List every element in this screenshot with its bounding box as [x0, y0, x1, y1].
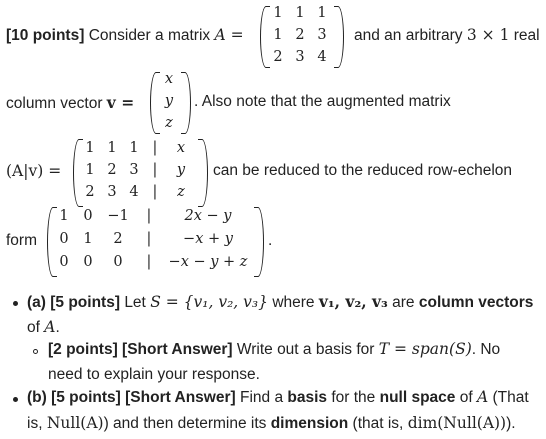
- null-space-term: null space: [379, 389, 456, 406]
- intro-text-5: . Also note that the augmented matrix: [194, 93, 451, 110]
- matrix-cell: 1: [85, 162, 95, 178]
- matrix-cell: 3: [317, 27, 327, 43]
- v-equals: v =: [106, 93, 135, 112]
- period: .: [55, 319, 60, 336]
- matrix-cell: 0: [59, 254, 69, 270]
- rref-label: form: [6, 232, 37, 249]
- matrix-A-ref: A: [476, 388, 489, 406]
- intro-line-2-end: [194, 93, 451, 111]
- matrix-cell: 3: [129, 162, 139, 178]
- matrix-cell: 0: [83, 208, 93, 224]
- question-a-line-1: [27, 292, 533, 312]
- matrix-cell: −x − y + z: [168, 254, 248, 270]
- points-label: [10 points]: [6, 27, 85, 44]
- matrix-cell: 1: [295, 5, 305, 21]
- question-b-text: (That: [492, 389, 529, 406]
- question-b-line-2: [27, 414, 516, 433]
- bullet: [13, 397, 18, 402]
- intro-text-1: Consider a matrix: [88, 27, 211, 44]
- question-b-text: ).: [506, 415, 516, 432]
- matrix-cell: 2x − y: [184, 208, 232, 224]
- matrix-cell: −x + y: [183, 231, 233, 247]
- matrix-bar: |: [152, 184, 158, 200]
- set-S: S = {v₁, v₂, v₃}: [150, 293, 268, 311]
- T-span: T = span(S): [378, 340, 472, 358]
- matrix-bar: |: [152, 162, 158, 178]
- matrix-cell: 0: [59, 231, 69, 247]
- matrix-cell: 3: [295, 49, 305, 65]
- question-a-sub-text: . No: [471, 341, 501, 358]
- question-b-text: for the: [331, 389, 376, 406]
- matrix-cell: x: [176, 140, 186, 156]
- dimension-term: dimension: [270, 415, 349, 432]
- matrix-cell: 0: [113, 254, 123, 270]
- question-b-label: (b) [5 points] [Short Answer]: [27, 389, 236, 406]
- question-a-text: are: [392, 294, 415, 311]
- matrix-bar: |: [146, 254, 152, 270]
- dim-null-A: dim(Null(A)): [407, 414, 507, 432]
- sub-bullet: [33, 349, 38, 354]
- vector-cell: z: [165, 115, 173, 131]
- matrix-cell: 2: [113, 231, 123, 247]
- question-b-text: is,: [27, 415, 43, 432]
- intro-line-1-end: [354, 26, 540, 45]
- matrix-cell: 2: [107, 162, 117, 178]
- matrix-cell: 1: [83, 231, 93, 247]
- column-vectors: v₁, v₂, v₃: [318, 292, 388, 311]
- column-vectors-phrase: column vectors: [418, 294, 534, 311]
- intro-text-3: real: [513, 27, 540, 44]
- matrix-cell: 1: [107, 140, 117, 156]
- rref-end: .: [268, 232, 273, 249]
- matrix-cell: y: [176, 162, 186, 178]
- matrix-cell: 1: [273, 27, 283, 43]
- intro-line-1: [6, 26, 244, 45]
- matrix-cell: 1: [273, 5, 283, 21]
- matrix-bar: |: [146, 208, 152, 224]
- vector-cell: x: [164, 71, 174, 87]
- question-a-text: Let: [124, 294, 146, 311]
- matrix-cell: 1: [129, 140, 139, 156]
- augmented-text: can be reduced to the reduced row-echelon: [213, 162, 513, 179]
- matrix-cell: 2: [85, 184, 95, 200]
- question-a-sub-label: [2 points] [Short Answer]: [48, 341, 233, 358]
- matrix-cell: 3: [107, 184, 117, 200]
- question-a-line-2: [27, 318, 60, 337]
- question-b-text: Find a: [239, 389, 284, 406]
- question-a-text: where: [272, 294, 315, 311]
- question-a-sub-line-2: need to explain your response.: [48, 366, 260, 383]
- matrix-bar: |: [146, 231, 152, 247]
- vector-cell: y: [164, 93, 174, 109]
- matrix-cell: z: [177, 184, 185, 200]
- matrix-cell: 0: [83, 254, 93, 270]
- question-b-line-1: [27, 388, 529, 407]
- augmented-label: (A|v) =: [6, 162, 62, 180]
- matrix-cell: 1: [85, 140, 95, 156]
- question-a-label: (a) [5 points]: [27, 294, 120, 311]
- matrix-cell: 2: [295, 27, 305, 43]
- intro-line-2: [6, 93, 134, 113]
- matrix-cell: 1: [317, 5, 327, 21]
- matrix-cell: −1: [107, 208, 129, 224]
- question-a-text: of: [27, 319, 40, 336]
- question-b-text: ) and then determine its: [103, 415, 267, 432]
- matrix-bar: |: [152, 140, 158, 156]
- A-equals: A =: [214, 26, 244, 44]
- dims: 3 × 1: [466, 26, 510, 44]
- intro-text-4: column vector: [6, 95, 103, 112]
- question-b-text: (that is,: [352, 415, 404, 432]
- basis-term: basis: [287, 389, 328, 406]
- question-a-sub-line-1: [48, 340, 500, 359]
- matrix-cell: 4: [317, 49, 327, 65]
- question-a-sub-text: Write out a basis for: [236, 341, 375, 358]
- null-A: Null(A): [46, 414, 104, 432]
- intro-text-2: and an arbitrary: [354, 27, 463, 44]
- matrix-cell: 1: [59, 208, 69, 224]
- matrix-cell: 2: [273, 49, 283, 65]
- bullet: [13, 301, 18, 306]
- matrix-A-ref: A: [44, 318, 56, 336]
- question-b-text: of: [459, 389, 473, 406]
- matrix-cell: 4: [129, 184, 139, 200]
